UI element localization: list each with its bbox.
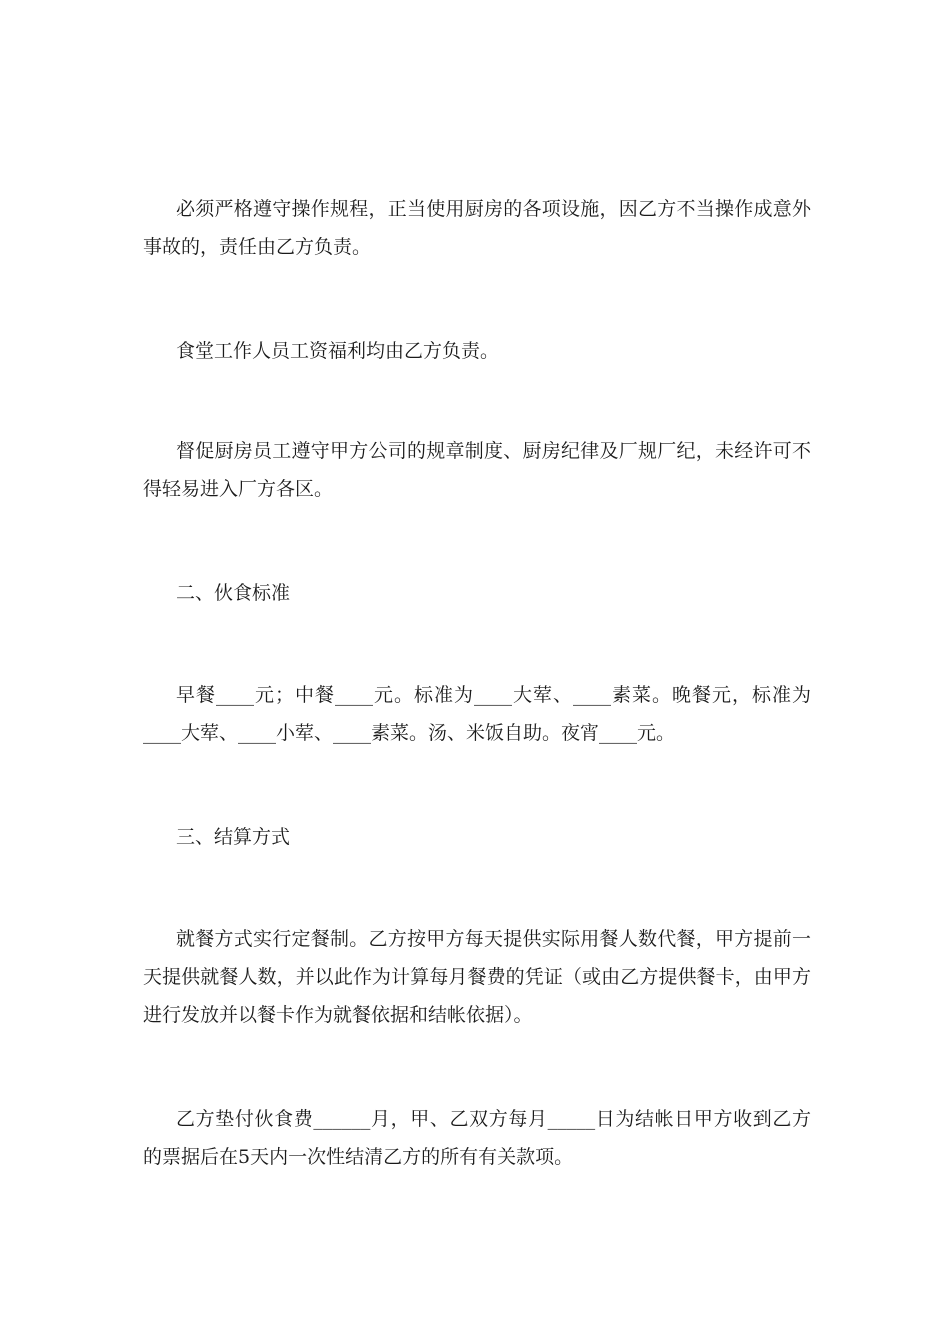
section-heading-meal-standard: 二、伙食标准 <box>176 582 291 604</box>
paragraph-payment-terms: 乙方垫付伙食费______月，甲、乙双方每月_____日为结帐日甲方收到乙方的票据后在5天内一次性结清乙方的所有有关款项。 <box>143 1108 811 1168</box>
paragraph-staff-wages: 食堂工作人员工资福利均由乙方负责。 <box>176 340 500 362</box>
paragraph-ordering-method: 就餐方式实行定餐制。乙方按甲方每天提供实际用餐人数代餐，甲方提前一天提供就餐人数，并以此作为计算每月餐费的凭证（或由乙方提供餐卡，由甲方进行发放并以餐卡作为就餐依据和结帐依据）。 <box>143 928 811 1026</box>
paragraph-meal-standard-details: 早餐____元；中餐____元。标准为____大荤、____素菜。晚餐元，标准为____大荤、____小荤、____素菜。汤、米饭自助。夜宵____元。 <box>143 684 811 744</box>
section-heading-settlement-method: 三、结算方式 <box>176 826 291 848</box>
paragraph-staff-discipline: 督促厨房员工遵守甲方公司的规章制度、厨房纪律及厂规厂纪，未经许可不得轻易进入厂方各区。 <box>143 440 811 500</box>
paragraph-kitchen-operation-rules: 必须严格遵守操作规程，正当使用厨房的各项设施，因乙方不当操作成意外事故的，责任由乙方负责。 <box>143 198 811 258</box>
